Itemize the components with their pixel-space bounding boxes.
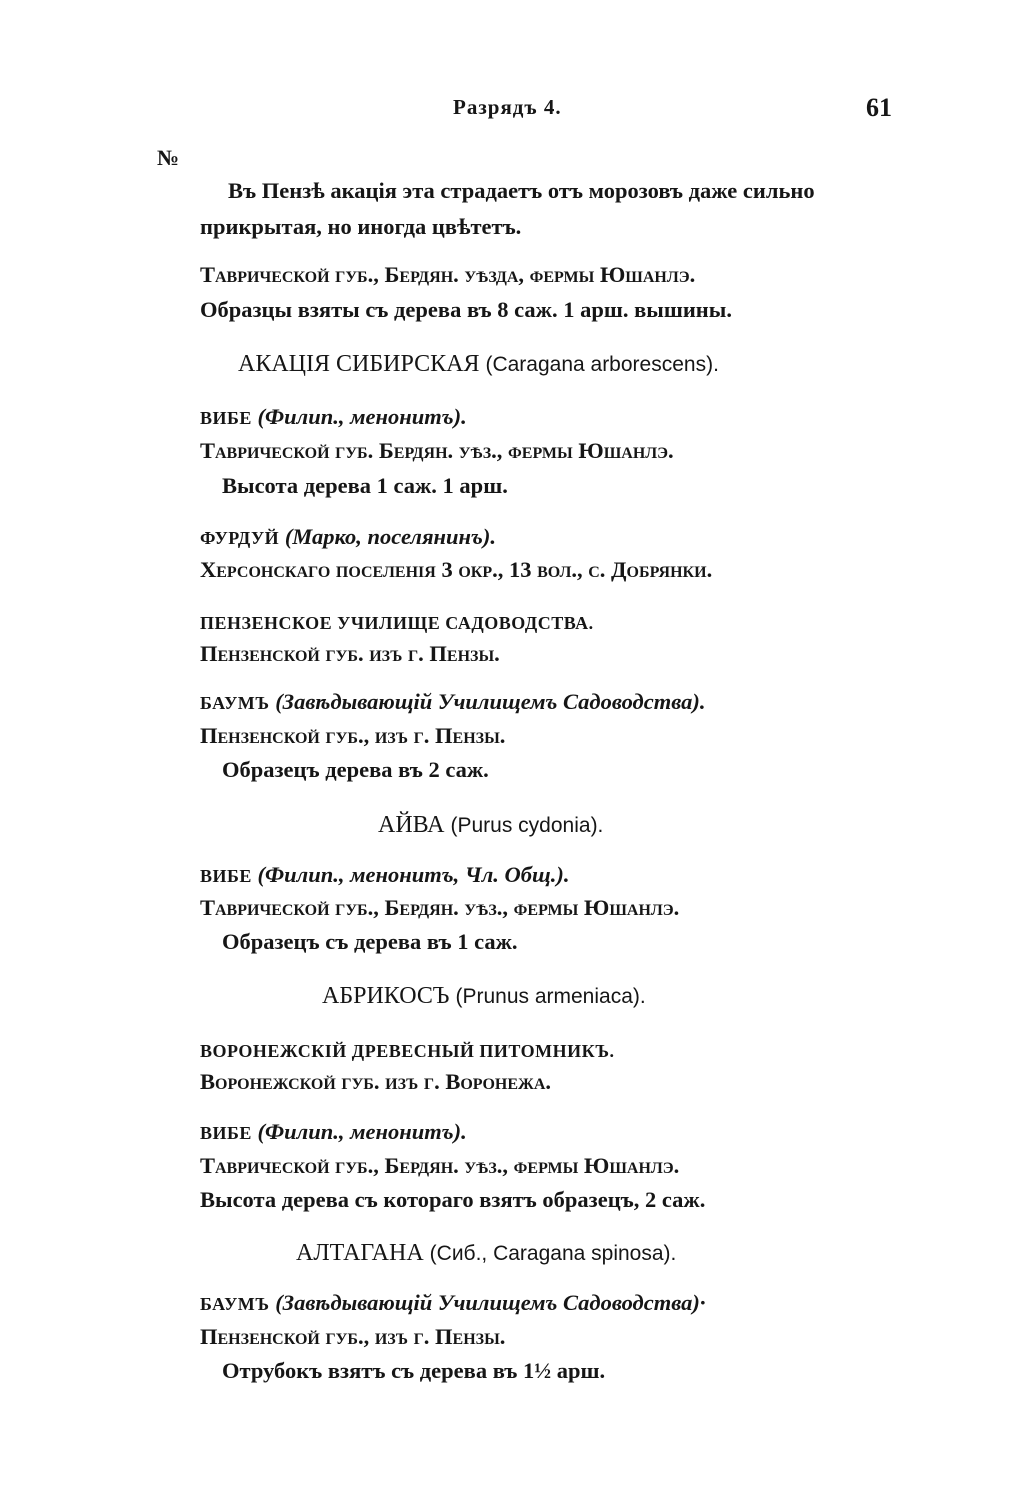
species-name: АЛТАГАНА xyxy=(296,1240,424,1266)
exhibitor-line xyxy=(200,862,569,888)
exhibitor-note: (Марко, поселянинъ). xyxy=(284,524,497,549)
exhibitor-line xyxy=(200,1290,705,1316)
exhibitor-name: ПЕНЗЕНСКОЕ УЧИЛИЩЕ САДОВОДСТВА. xyxy=(200,613,594,633)
exhibitor-note: (Завѣдывающій Училищемъ Садоводства)· xyxy=(275,1290,706,1315)
locality-line: Таврической губ., Бердян. уѣз., фермы Юшанлэ. xyxy=(200,1153,680,1178)
exhibitor-name: БАУМЪ xyxy=(200,1294,270,1314)
text-line: прикрытая, но иногда цвѣтетъ. xyxy=(200,214,522,239)
species-name: АЙВА xyxy=(378,812,445,838)
species-latin: (Сиб., Caragana spinosa). xyxy=(429,1242,677,1265)
locality-line: Херсонскаго поселенія 3 окр., 13 вол., с. Добрянки. xyxy=(200,557,713,582)
exhibitor-line xyxy=(200,404,467,430)
exhibitor-name: ВИБЕ xyxy=(200,408,252,428)
sample-line: Высота дерева съ котораго взятъ образецъ, 2 саж. xyxy=(200,1187,706,1212)
text-line: Въ Пензѣ акація эта страдаетъ отъ морозовъ даже сильно xyxy=(228,178,815,203)
sample-line: Образецъ дерева въ 2 саж. xyxy=(222,757,489,782)
species-heading xyxy=(378,812,603,839)
locality-line: Пензенской губ., изъ г. Пензы. xyxy=(200,1324,506,1349)
locality-line: Таврической губ., Бердян. уѣз., фермы Юшанлэ. xyxy=(200,895,680,920)
exhibitor-line xyxy=(200,1119,467,1145)
species-latin: (Purus cydonia). xyxy=(450,814,604,837)
sample-line: Образцы взяты съ дерева въ 8 саж. 1 арш. вышины. xyxy=(200,297,732,322)
species-heading xyxy=(322,983,646,1010)
species-name: АКАЦІЯ СИБИРСКАЯ xyxy=(238,351,480,377)
running-header: Разрядъ 4. xyxy=(453,95,562,119)
sample-line: Образецъ съ дерева въ 1 саж. xyxy=(222,929,518,954)
exhibitor-name: ВИБЕ xyxy=(200,866,252,886)
exhibitor-note: (Филип., менонитъ, Чл. Общ.). xyxy=(257,862,570,887)
locality-line: Воронежской губ. изъ г. Воронежа. xyxy=(200,1069,552,1094)
species-heading xyxy=(296,1240,676,1267)
exhibitor-note: (Филип., менонитъ). xyxy=(257,1119,467,1144)
exhibitor-note: (Завѣдывающій Училищемъ Садоводства). xyxy=(275,689,706,714)
locality-line: Пензенской губ. изъ г. Пензы. xyxy=(200,641,500,666)
exhibitor-line xyxy=(200,609,594,635)
locality-line: Таврической губ. Бердян. уѣз., фермы Юшанлэ. xyxy=(200,438,674,463)
sample-line: Отрубокъ взятъ съ дерева въ 1½ арш. xyxy=(222,1358,606,1383)
species-latin: (Caragana arborescens). xyxy=(485,353,719,376)
exhibitor-name: ВИБЕ xyxy=(200,1123,252,1143)
exhibitor-line xyxy=(200,524,496,550)
exhibitor-name: ФУРДУЙ xyxy=(200,528,280,548)
page-number: 61 xyxy=(866,93,892,122)
exhibitor-name: ВОРОНЕЖСКІЙ ДРЕВЕСНЫЙ ПИТОМНИКЪ. xyxy=(200,1041,615,1061)
exhibitor-note: (Филип., менонитъ). xyxy=(257,404,467,429)
number-column-mark: № xyxy=(157,145,180,170)
species-latin: (Prunus armeniaca). xyxy=(455,985,646,1008)
exhibitor-name: БАУМЪ xyxy=(200,693,270,713)
locality-line: Пензенской губ., изъ г. Пензы. xyxy=(200,723,506,748)
locality-line: Таврической губ., Бердян. уѣзда, фермы Юшанлэ. xyxy=(200,262,696,287)
species-name: АБРИКОСЪ xyxy=(322,983,450,1009)
exhibitor-line xyxy=(200,1037,614,1063)
exhibitor-line xyxy=(200,689,705,715)
sample-line: Высота дерева 1 саж. 1 арш. xyxy=(222,473,508,498)
species-heading xyxy=(238,351,719,378)
